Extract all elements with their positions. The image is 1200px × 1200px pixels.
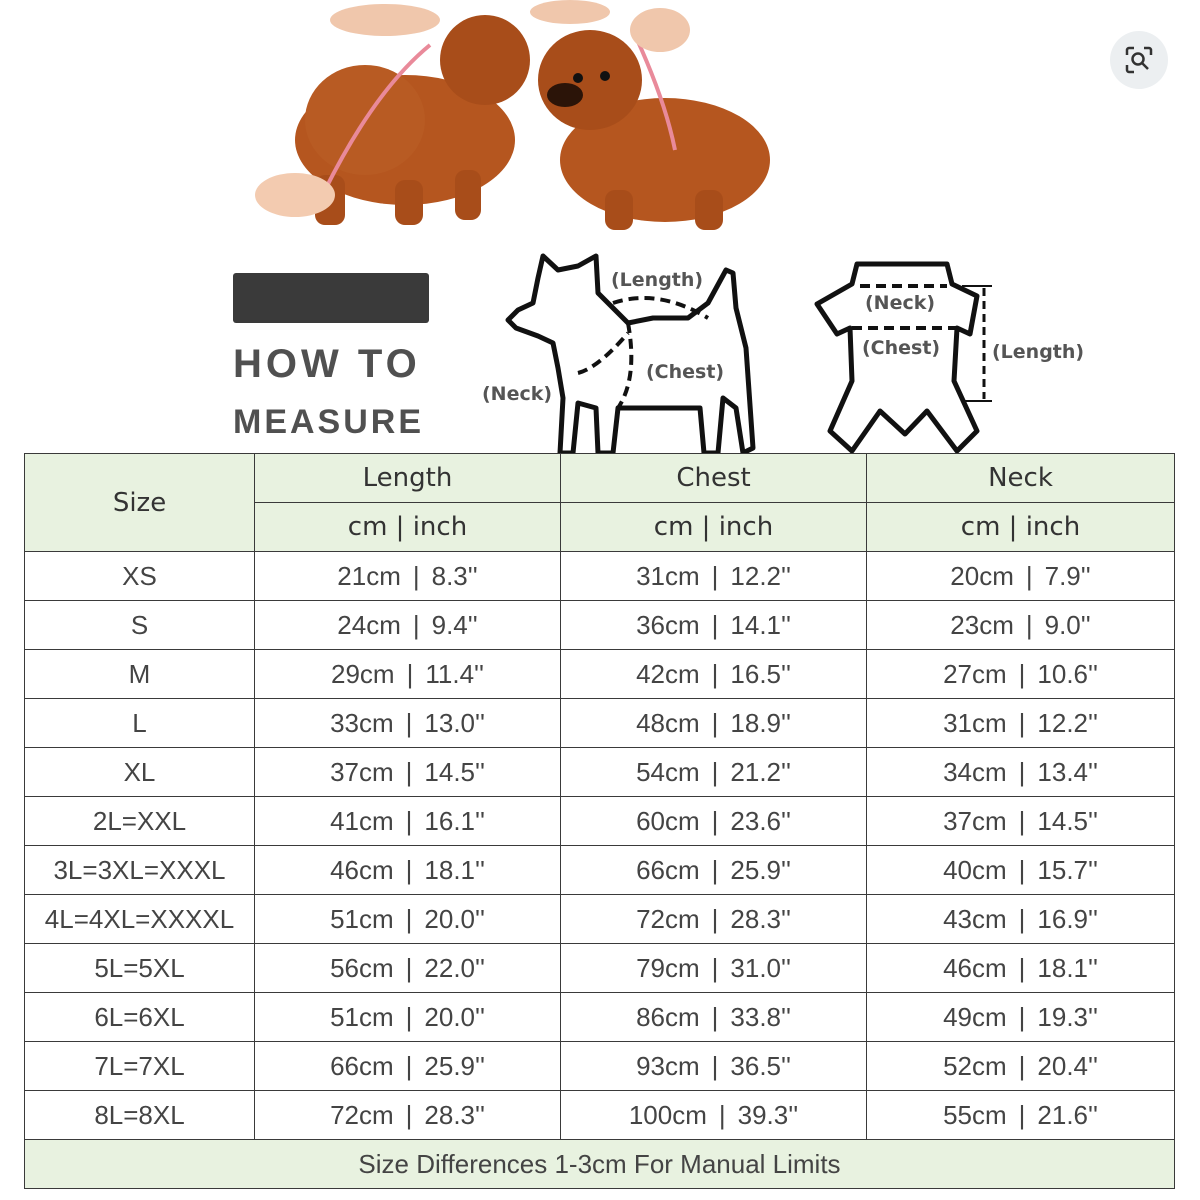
unit-separator: | bbox=[405, 1099, 413, 1130]
neck-inch-value: 20.4'' bbox=[1037, 1050, 1098, 1081]
neck-cell bbox=[867, 748, 1175, 797]
unit-separator: | bbox=[405, 707, 413, 738]
chest-inch-value: 14.1'' bbox=[730, 609, 791, 640]
table-row bbox=[25, 1042, 1175, 1091]
length-cm-value: 46cm bbox=[330, 854, 394, 885]
unit-separator: | bbox=[405, 903, 413, 934]
chest-cm-value: 54cm bbox=[636, 756, 700, 787]
unit-separator: | bbox=[711, 756, 719, 787]
unit-separator: | bbox=[711, 1001, 719, 1032]
length-cell bbox=[255, 1042, 561, 1091]
neck-cell bbox=[867, 944, 1175, 993]
unit-separator: | bbox=[1025, 560, 1033, 591]
dog-measure-diagram bbox=[478, 248, 768, 453]
length-cell bbox=[255, 601, 561, 650]
length-cell bbox=[255, 699, 561, 748]
chest-inch-value: 25.9'' bbox=[730, 854, 791, 885]
size-cell: XS bbox=[25, 552, 255, 601]
table-row bbox=[25, 895, 1175, 944]
neck-inch-value: 12.2'' bbox=[1037, 707, 1098, 738]
length-inch-value: 20.0'' bbox=[424, 1001, 485, 1032]
how-to-title: HOW TO bbox=[233, 342, 421, 386]
chest-inch-value: 39.3'' bbox=[737, 1099, 799, 1130]
length-cm-value: 51cm bbox=[330, 903, 394, 934]
unit-separator: | bbox=[1018, 952, 1026, 983]
table-row bbox=[25, 797, 1175, 846]
chest-cell bbox=[561, 944, 867, 993]
unit-separator: | bbox=[412, 560, 420, 591]
unit-separator: | bbox=[1018, 805, 1026, 836]
length-units-header: cm | inch bbox=[255, 503, 561, 552]
table-row bbox=[25, 748, 1175, 797]
chest-cm-value: 86cm bbox=[636, 1001, 700, 1032]
chest-cm-value: 31cm bbox=[636, 560, 700, 591]
length-inch-value: 18.1'' bbox=[424, 854, 485, 885]
neck-inch-value: 13.4'' bbox=[1037, 756, 1098, 787]
unit-separator: | bbox=[1025, 609, 1033, 640]
neck-inch-value: 7.9'' bbox=[1044, 560, 1091, 591]
length-inch-value: 13.0'' bbox=[424, 707, 485, 738]
chest-cell bbox=[561, 552, 867, 601]
unit-separator: | bbox=[1018, 1050, 1026, 1081]
length-cell bbox=[255, 895, 561, 944]
unit-separator: | bbox=[711, 1050, 719, 1081]
chest-cm-value: 48cm bbox=[636, 707, 700, 738]
size-cell: M bbox=[25, 650, 255, 699]
chest-inch-value: 36.5'' bbox=[730, 1050, 791, 1081]
unit-separator: | bbox=[711, 658, 719, 689]
chest-units-header: cm | inch bbox=[561, 503, 867, 552]
length-cell bbox=[255, 944, 561, 993]
shirt-length-label: (Length) bbox=[992, 341, 1085, 363]
unit-separator: | bbox=[1018, 707, 1026, 738]
neck-cm-value: 31cm bbox=[943, 707, 1007, 738]
length-cell bbox=[255, 797, 561, 846]
chest-inch-value: 31.0'' bbox=[730, 952, 791, 983]
neck-cell bbox=[867, 895, 1175, 944]
length-inch-value: 22.0'' bbox=[424, 952, 485, 983]
length-cell bbox=[255, 650, 561, 699]
size-column-header: Size bbox=[25, 454, 255, 552]
length-cell bbox=[255, 846, 561, 895]
how-to-measure-banner bbox=[233, 273, 429, 323]
chest-cell bbox=[561, 650, 867, 699]
table-row bbox=[25, 993, 1175, 1042]
neck-cm-value: 34cm bbox=[943, 756, 1007, 787]
neck-inch-value: 18.1'' bbox=[1037, 952, 1098, 983]
chest-cell bbox=[561, 846, 867, 895]
unit-separator: | bbox=[711, 609, 719, 640]
unit-separator: | bbox=[1018, 658, 1026, 689]
table-row bbox=[25, 650, 1175, 699]
length-cell bbox=[255, 1091, 561, 1140]
length-cm-value: 29cm bbox=[331, 658, 395, 689]
neck-cm-value: 49cm bbox=[943, 1001, 1007, 1032]
length-cm-value: 66cm bbox=[330, 1050, 394, 1081]
chest-inch-value: 16.5'' bbox=[730, 658, 791, 689]
chest-inch-value: 28.3'' bbox=[730, 903, 791, 934]
unit-separator: | bbox=[1018, 903, 1026, 934]
chest-cm-value: 60cm bbox=[636, 805, 700, 836]
table-row bbox=[25, 552, 1175, 601]
chest-column-header: Chest bbox=[561, 454, 867, 503]
size-cell: L bbox=[25, 699, 255, 748]
unit-separator: | bbox=[406, 658, 414, 689]
neck-cell bbox=[867, 699, 1175, 748]
neck-inch-value: 21.6'' bbox=[1037, 1099, 1098, 1130]
unit-separator: | bbox=[711, 903, 719, 934]
length-cm-value: 72cm bbox=[330, 1099, 394, 1130]
chest-cell bbox=[561, 748, 867, 797]
unit-separator: | bbox=[405, 952, 413, 983]
unit-separator: | bbox=[718, 1099, 726, 1130]
length-column-header: Length bbox=[255, 454, 561, 503]
neck-inch-value: 10.6'' bbox=[1037, 658, 1098, 689]
length-inch-value: 28.3'' bbox=[424, 1099, 485, 1130]
neck-inch-value: 14.5'' bbox=[1037, 805, 1098, 836]
chest-cm-value: 42cm bbox=[636, 658, 700, 689]
chest-cm-value: 79cm bbox=[636, 952, 700, 983]
unit-separator: | bbox=[1018, 1099, 1026, 1130]
length-cm-value: 41cm bbox=[330, 805, 394, 836]
neck-cm-value: 46cm bbox=[943, 952, 1007, 983]
chest-cell bbox=[561, 1042, 867, 1091]
unit-separator: | bbox=[711, 854, 719, 885]
length-cell bbox=[255, 552, 561, 601]
length-cell bbox=[255, 993, 561, 1042]
neck-inch-value: 9.0'' bbox=[1044, 609, 1091, 640]
size-cell: 6L=6XL bbox=[25, 993, 255, 1042]
unit-separator: | bbox=[405, 1050, 413, 1081]
unit-separator: | bbox=[1018, 854, 1026, 885]
unit-separator: | bbox=[711, 707, 719, 738]
unit-separator: | bbox=[405, 805, 413, 836]
measure-title: MEASURE bbox=[233, 403, 425, 441]
unit-separator: | bbox=[1018, 1001, 1026, 1032]
unit-separator: | bbox=[405, 854, 413, 885]
neck-cm-value: 40cm bbox=[943, 854, 1007, 885]
dog-length-label: (Length) bbox=[611, 269, 704, 291]
unit-separator: | bbox=[711, 952, 719, 983]
length-inch-value: 11.4'' bbox=[425, 658, 484, 689]
table-row bbox=[25, 944, 1175, 993]
length-inch-value: 20.0'' bbox=[424, 903, 485, 934]
size-chart-table bbox=[24, 453, 1175, 1189]
unit-separator: | bbox=[405, 756, 413, 787]
size-cell: 5L=5XL bbox=[25, 944, 255, 993]
length-inch-value: 25.9'' bbox=[424, 1050, 485, 1081]
size-cell: 3L=3XL=XXXL bbox=[25, 846, 255, 895]
dogs-measuring-photo bbox=[255, 0, 800, 232]
neck-inch-value: 16.9'' bbox=[1037, 903, 1098, 934]
chest-cell bbox=[561, 601, 867, 650]
neck-cell bbox=[867, 1091, 1175, 1140]
length-cell bbox=[255, 748, 561, 797]
size-difference-note: Size Differences 1-3cm For Manual Limits bbox=[25, 1140, 1175, 1189]
chest-inch-value: 21.2'' bbox=[730, 756, 791, 787]
table-row bbox=[25, 699, 1175, 748]
length-inch-value: 8.3'' bbox=[431, 560, 478, 591]
neck-cell bbox=[867, 993, 1175, 1042]
length-cm-value: 37cm bbox=[330, 756, 394, 787]
chest-cell bbox=[561, 993, 867, 1042]
table-row bbox=[25, 601, 1175, 650]
size-cell: S bbox=[25, 601, 255, 650]
length-cm-value: 51cm bbox=[330, 1001, 394, 1032]
neck-cell bbox=[867, 1042, 1175, 1091]
shirt-neck-label: (Neck) bbox=[865, 292, 936, 314]
dog-shirt-diagram bbox=[812, 256, 1102, 454]
table-header-row bbox=[25, 454, 1175, 503]
neck-cm-value: 43cm bbox=[943, 903, 1007, 934]
unit-separator: | bbox=[711, 805, 719, 836]
length-cm-value: 56cm bbox=[330, 952, 394, 983]
size-cell: XL bbox=[25, 748, 255, 797]
unit-separator: | bbox=[405, 1001, 413, 1032]
chest-cm-value: 36cm bbox=[636, 609, 700, 640]
table-row bbox=[25, 846, 1175, 895]
unit-separator: | bbox=[412, 609, 420, 640]
chest-cm-value: 100cm bbox=[628, 1099, 707, 1130]
right-dog-illustration bbox=[530, 0, 770, 230]
neck-cell bbox=[867, 846, 1175, 895]
size-cell: 8L=8XL bbox=[25, 1091, 255, 1140]
neck-inch-value: 15.7'' bbox=[1037, 854, 1098, 885]
dog-neck-label: (Neck) bbox=[482, 383, 553, 405]
unit-separator: | bbox=[711, 560, 719, 591]
neck-cell bbox=[867, 797, 1175, 846]
size-table-body bbox=[25, 552, 1175, 1140]
chest-cm-value: 72cm bbox=[636, 903, 700, 934]
neck-column-header: Neck bbox=[867, 454, 1175, 503]
table-footer-row bbox=[25, 1140, 1175, 1189]
shirt-chest-label: (Chest) bbox=[862, 337, 941, 359]
size-cell: 7L=7XL bbox=[25, 1042, 255, 1091]
neck-units-header: cm | inch bbox=[867, 503, 1175, 552]
length-inch-value: 16.1'' bbox=[424, 805, 485, 836]
size-cell: 2L=XXL bbox=[25, 797, 255, 846]
length-inch-value: 9.4'' bbox=[431, 609, 478, 640]
neck-cm-value: 52cm bbox=[943, 1050, 1007, 1081]
table-row bbox=[25, 1091, 1175, 1140]
size-cell: 4L=4XL=XXXXL bbox=[25, 895, 255, 944]
chest-cell bbox=[561, 699, 867, 748]
length-cm-value: 21cm bbox=[337, 560, 401, 591]
search-image-icon bbox=[1124, 45, 1154, 75]
chest-cell bbox=[561, 895, 867, 944]
chest-inch-value: 12.2'' bbox=[730, 560, 791, 591]
length-cm-value: 24cm bbox=[337, 609, 401, 640]
chest-inch-value: 23.6'' bbox=[730, 805, 791, 836]
chest-inch-value: 18.9'' bbox=[730, 707, 791, 738]
neck-cm-value: 27cm bbox=[943, 658, 1007, 689]
dog-chest-label: (Chest) bbox=[646, 361, 725, 383]
length-inch-value: 14.5'' bbox=[424, 756, 485, 787]
left-dog-illustration bbox=[255, 4, 530, 225]
chest-cm-value: 66cm bbox=[636, 854, 700, 885]
neck-cell bbox=[867, 552, 1175, 601]
neck-cm-value: 55cm bbox=[943, 1099, 1007, 1130]
chest-cm-value: 93cm bbox=[636, 1050, 700, 1081]
neck-cell bbox=[867, 650, 1175, 699]
unit-separator: | bbox=[1018, 756, 1026, 787]
neck-cm-value: 20cm bbox=[950, 560, 1014, 591]
neck-cm-value: 37cm bbox=[943, 805, 1007, 836]
chest-cell bbox=[561, 797, 867, 846]
chest-inch-value: 33.8'' bbox=[730, 1001, 791, 1032]
neck-cm-value: 23cm bbox=[950, 609, 1014, 640]
chest-cell bbox=[561, 1091, 867, 1140]
neck-cell bbox=[867, 601, 1175, 650]
length-cm-value: 33cm bbox=[330, 707, 394, 738]
neck-inch-value: 19.3'' bbox=[1037, 1001, 1098, 1032]
visual-search-button[interactable] bbox=[1110, 31, 1168, 89]
